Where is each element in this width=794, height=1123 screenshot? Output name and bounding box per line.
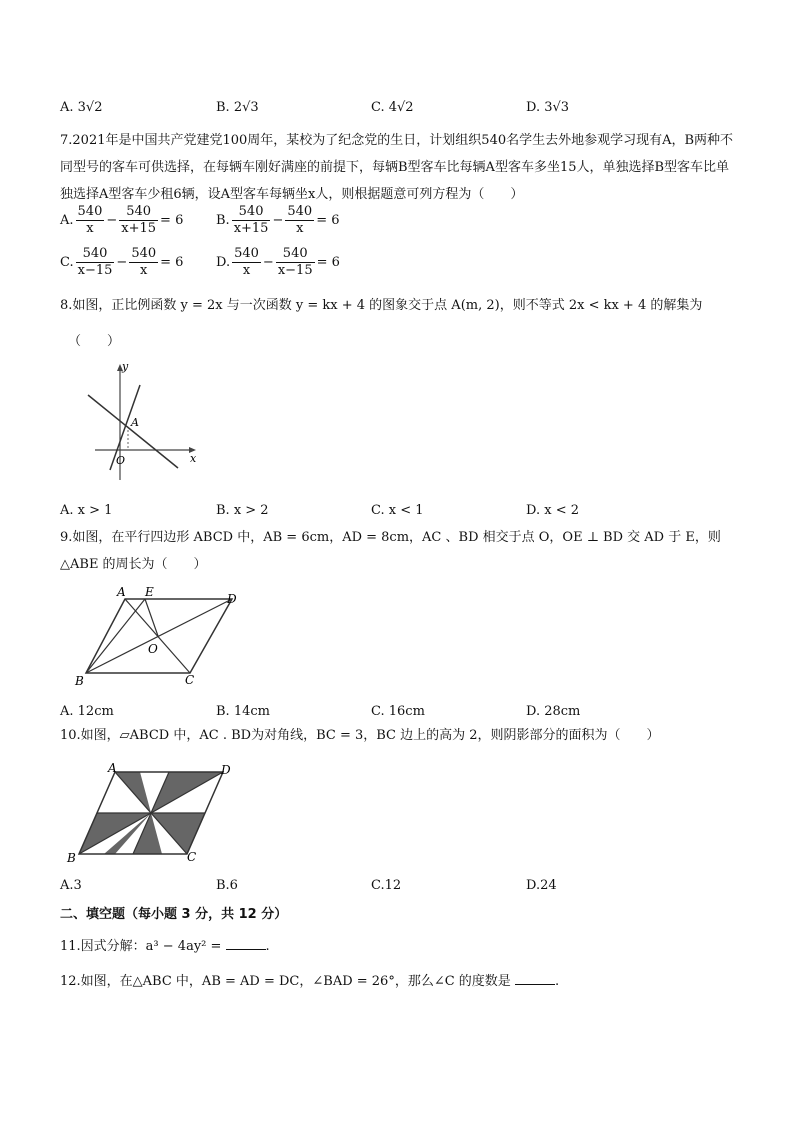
y-axis-label: y (122, 360, 129, 373)
q7-option-c: C. $\frac{540}{x-15}$ − $\frac{540}{x}$ = 6 (60, 246, 184, 278)
q7-option-d: D. $\frac{540}{x}$ − $\frac{540}{x-15}$ = 6 (216, 246, 340, 278)
q7-option-a: A. $\frac{540}{x}$ − $\frac{540}{x+15}$ = 6 (60, 204, 184, 236)
q8-option-d: D. x < 2 (526, 503, 579, 518)
label-d: D (227, 592, 237, 606)
label-c: C (185, 673, 195, 687)
q12-text: 12.如图，在△ABC 中，AB = AD = DC，∠BAD = 26°，那么∠C 的度数是 (60, 974, 511, 989)
q7-stem: 7.2021年是中国共产党建党100周年，某校为了纪念党的生日，计划组织540名学生去外地参观学习现有A，B两种不同型号的客车可供选择，在每辆车刚好满座的前提下，每辆B型客车比每辆A型客车多坐15人，单独选择B型客车比单独选择A型客车少租6辆，设A型客车每辆坐x人，则根据题意可列方程为（ ） (60, 133, 734, 202)
q9-option-a: A. 12cm (60, 704, 114, 719)
segment-be (86, 599, 145, 673)
label-b: B (67, 851, 76, 865)
q10-option-c: C.12 (371, 878, 402, 893)
q9-option-d: D. 28cm (526, 704, 581, 719)
q11-text: 11.因式分解：a³ − 4ay² = (60, 939, 222, 954)
segment-oe (145, 599, 158, 636)
q10-option-b: B.6 (216, 878, 238, 893)
q6-option-b: B. 2√3 (216, 100, 259, 115)
diagonal-bd (86, 599, 232, 673)
q11-answer-blank[interactable] (226, 937, 266, 950)
q6-option-d: D. 3√3 (526, 100, 570, 115)
q9-option-c: C. 16cm (371, 704, 425, 719)
label-e: E (145, 585, 154, 599)
label-d: D (221, 763, 231, 777)
q8-option-a: A. x > 1 (60, 503, 113, 518)
q8-paren: （ ） (68, 334, 121, 349)
q8-option-c: C. x < 1 (371, 503, 424, 518)
q12-stem: 12.如图，在△ABC 中，AB = AD = DC，∠BAD = 26°，那么∠C 的度数是 . (60, 974, 560, 989)
q10-figure (65, 762, 245, 867)
x-axis-label: x (190, 452, 197, 465)
origin-label: O (116, 454, 126, 467)
label-b: B (75, 674, 84, 688)
q9-figure (70, 585, 250, 690)
label-a: A (117, 585, 126, 599)
q10-option-d: D.24 (526, 878, 557, 893)
q9-stem: 9.如图，在平行四边形 ABCD 中，AB = 6cm，AD = 8cm，AC 、BD 相交于点 O，OE ⊥ BD 交 AD 于 E，则△ABE 的周长为（ ） (60, 530, 721, 572)
q6-option-a: A. 3√2 (60, 100, 103, 115)
q9-option-b: B. 14cm (216, 704, 270, 719)
q7-option-b: B. $\frac{540}{x+15}$ − $\frac{540}{x}$ = 6 (216, 204, 340, 236)
q11-stem: 11.因式分解：a³ − 4ay² = . (60, 939, 270, 954)
label-a: A (108, 762, 117, 775)
q8-stem: 8.如图，正比例函数 y = 2x 与一次函数 y = kx + 4 的图象交于点 A(m, 2)，则不等式 2x < kx + 4 的解集为 (60, 298, 703, 313)
q12-answer-blank[interactable] (515, 972, 555, 985)
label-c: C (187, 850, 197, 864)
section-fill-in-heading: 二、填空题（每小题 3 分，共 12 分） (60, 907, 288, 922)
q10-stem: 10.如图，▱ABCD 中，AC . BD为对角线，BC = 3，BC 边上的高为 2，则阴影部分的面积为（ ） (60, 728, 660, 743)
q10-option-a: A.3 (60, 878, 82, 893)
point-a-label: A (131, 416, 139, 429)
label-o: O (148, 642, 158, 656)
q6-option-c: C. 4√2 (371, 100, 414, 115)
q8-graph (80, 360, 200, 485)
q8-option-b: B. x > 2 (216, 503, 269, 518)
